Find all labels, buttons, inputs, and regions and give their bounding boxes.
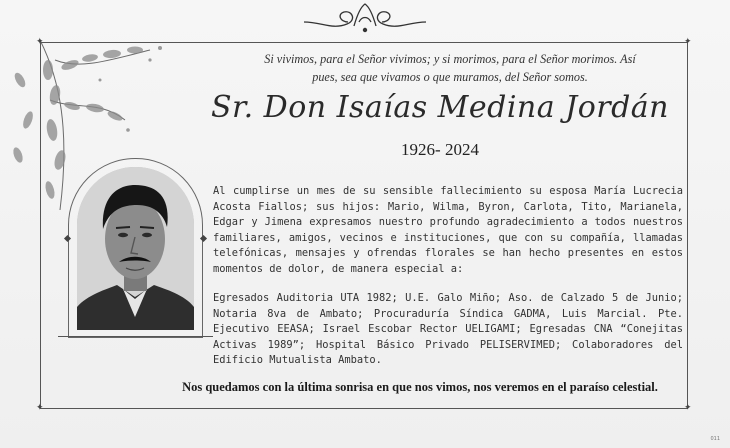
life-years: 1926- 2024: [401, 140, 479, 159]
corner-star-icon: ✦: [684, 37, 692, 47]
closing-line: Nos quedamos con la última sonrisa en que nos vimos, nos veremos en el paraíso celestial.: [182, 380, 658, 394]
corner-star-icon: ✦: [684, 403, 692, 413]
verse-line: Si vivimos, para el Señor vivimos; y si morimos, para el Señor morimos. Así: [264, 52, 636, 66]
deceased-name: Sr. Don Isaías Medina Jordán: [210, 90, 670, 125]
corner-star-icon: ✦: [36, 37, 44, 47]
flourish-ornament: [302, 2, 428, 36]
verse-line: pues, sea que vivamos o que muramos, del Señor somos.: [312, 70, 588, 84]
gratitude-paragraph: Al cumplirse un mes de su sensible fallecimiento su esposa María Lucrecia Acosta Fiallos; sus hijos: Mario, Wilma, Byron, Carlota, Tito, Marianela, Edgar y Jimena expresamos nuestro profundo agradecimiento a todos nuestros familiares, amigos, vecinos e instituciones, que con su compañía, llamadas telefónicas, mensajes y ofrendas florales se han hecho presentes en estos momentos de dolor, de manera especial a:: [213, 185, 683, 275]
portrait-base-line: [58, 336, 213, 337]
corner-star-icon: ✦: [36, 403, 44, 413]
acknowledgements-paragraph: Egresados Auditoria UTA 1982; U.E. Galo Miño; Aso. de Calzado 5 de Junio; Notaria 8va de Ambato; Procuraduría Síndica GADMA, Luis Marcial. Pte. Ejecutivo EEASA; Israel Escobar Rector UELIGAMI; Egresadas CNA “Conejitas Activas 1989”; Hospital Básico Privado PELISERVIMED; Colaboradores del Edificio Mutualista Ambato.: [213, 292, 683, 366]
portrait-photo: [77, 167, 194, 330]
bible-verse: [250, 50, 650, 86]
message-body: [213, 184, 683, 369]
footer-code: 011: [710, 436, 720, 442]
